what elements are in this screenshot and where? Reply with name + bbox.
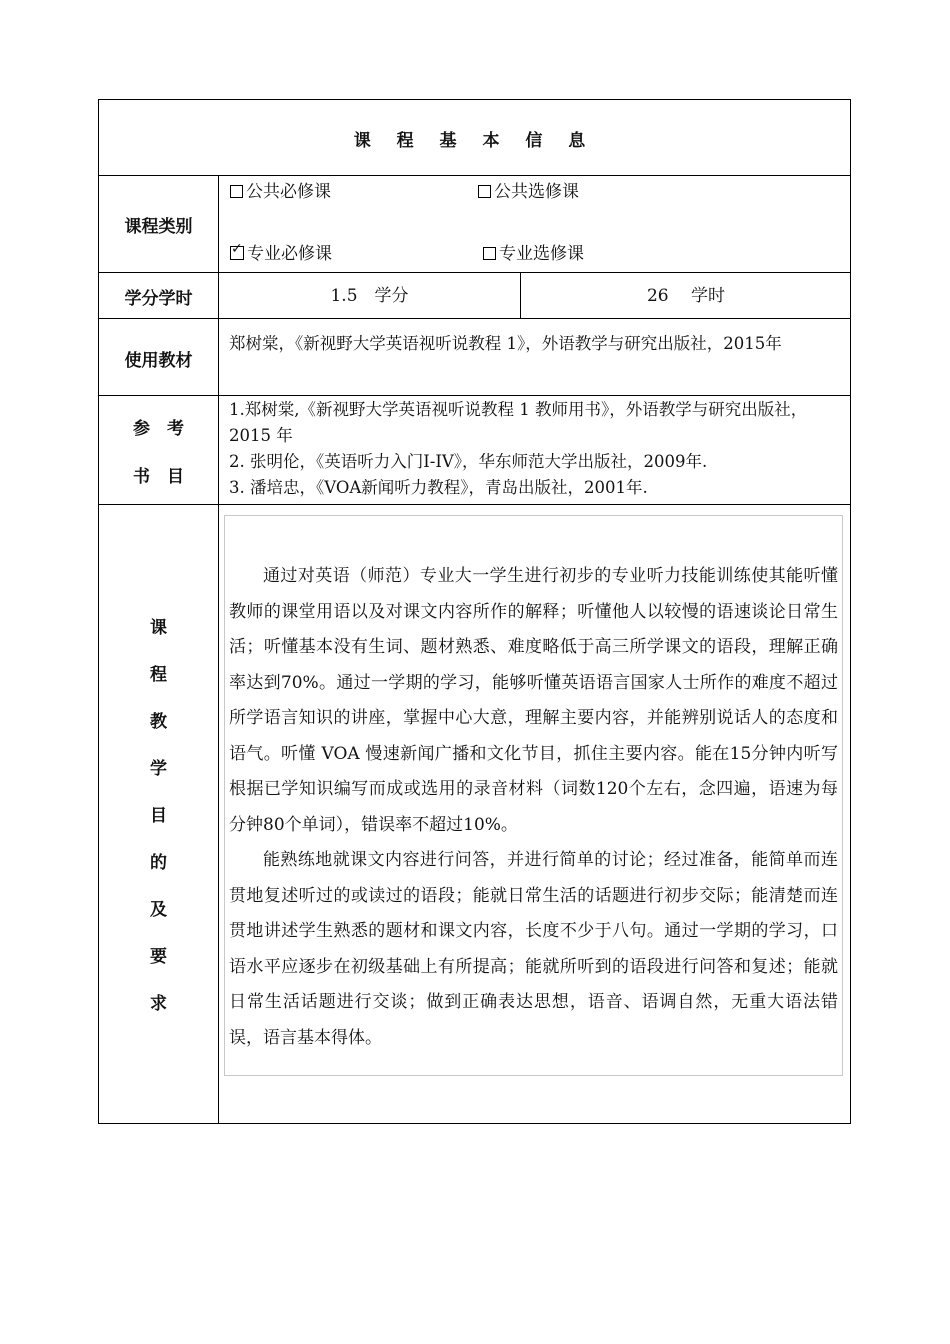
credits-label: 学分学时 — [124, 289, 193, 309]
references-list — [229, 397, 844, 501]
checked-checkbox-icon[interactable] — [230, 246, 244, 260]
objectives-paragraph: 能熟练地就课文内容进行问答，并进行简单的讨论；经过准备，能简单而连贯地复述听过的或读过的语段；能就日常生活的话题进行初步交际；能清楚而连贯地讲述学生熟悉的题材和课文内容，长度不少于八句。通过一学期的学习，口语水平应逐步在初级基础上有所提高；能就所听到的语段进行问答和复述；能就日常生活话题进行交谈；做到正确表达思想，语音、语调自然，无重大语法错误，语言基本得体。 — [229, 850, 838, 1048]
option-label: 公共必修课 — [246, 182, 331, 202]
credit-value: 1.5 学分 — [330, 286, 409, 306]
option-label: 专业选修课 — [499, 244, 584, 264]
option-public-elective[interactable] — [478, 177, 579, 202]
textbook-text: 郑树棠，《新视野大学英语视听说教程 1》，外语教学与研究出版社，2015年 — [229, 334, 782, 353]
reference-item: 1.郑树棠,《新视野大学英语视听说教程 1 教师用书》，外语教学与研究出版社，2015 年 — [229, 400, 808, 445]
table-title: 课 程 基 本 信 息 — [353, 131, 596, 151]
course-type-label: 课程类别 — [124, 217, 193, 237]
row-divider — [99, 504, 850, 505]
option-public-required[interactable] — [230, 177, 331, 202]
objectives-paragraph: 通过对英语（师范）专业大一学生进行初步的专业听力技能训练使其能听懂教师的课堂用语以及对课文内容所作的解释；听懂他人以较慢的语速谈论日常生活；听懂基本没有生词、题材熟悉、难度略低于高三所学课文的语段，理解正确率达到70%。通过一学期的学习，能够听懂英语语言国家人士所作的难度不超过所学语言知识的讲座，掌握中心大意，理解主要内容，并能辨别说话人的态度和语气。听懂 VOA 慢速新闻广播和文化节目，抓住主要内容。能在15分钟内听写根据已学知识编写而成或选用的录音材料（词数120个左右，念四遍，语速为每分钟80个单词），错误率不超过10%。 — [229, 566, 838, 835]
objectives-label-char: 学 — [150, 759, 167, 779]
references-label-line2: 书 目 — [133, 467, 184, 487]
objectives-label-char: 的 — [150, 853, 167, 873]
checkbox-icon[interactable] — [483, 247, 496, 260]
objectives-label-char: 目 — [150, 806, 167, 826]
row-divider — [99, 175, 850, 176]
option-major-elective[interactable] — [483, 239, 584, 264]
row-divider — [99, 395, 850, 396]
course-info-table — [98, 99, 851, 1124]
option-label: 专业必修课 — [247, 244, 332, 264]
objectives-text — [229, 559, 838, 1056]
references-label-line1: 参 考 — [133, 419, 184, 439]
objectives-label-char: 要 — [150, 947, 167, 967]
option-label: 公共选修课 — [494, 182, 579, 202]
hours-value: 26 学时 — [646, 286, 726, 306]
reference-item: 3. 潘培忠，《VOA新闻听力教程》，青岛出版社，2001年. — [229, 478, 648, 497]
objectives-label-char: 求 — [150, 994, 167, 1014]
objectives-label-char: 程 — [150, 665, 167, 685]
reference-item: 2. 张明伦，《英语听力入门I-IV》，华东师范大学出版社，2009年. — [229, 452, 708, 471]
checkbox-icon[interactable] — [478, 185, 491, 198]
row-divider — [99, 318, 850, 319]
column-divider — [218, 175, 219, 1123]
objectives-text-box — [224, 515, 843, 1076]
option-major-required[interactable] — [230, 239, 332, 264]
row-divider — [99, 272, 850, 273]
checkbox-icon[interactable] — [230, 185, 243, 198]
objectives-label-char: 课 — [150, 618, 167, 638]
objectives-label-char: 及 — [150, 900, 167, 920]
textbook-label: 使用教材 — [124, 351, 193, 371]
objectives-label-char: 教 — [150, 712, 167, 732]
